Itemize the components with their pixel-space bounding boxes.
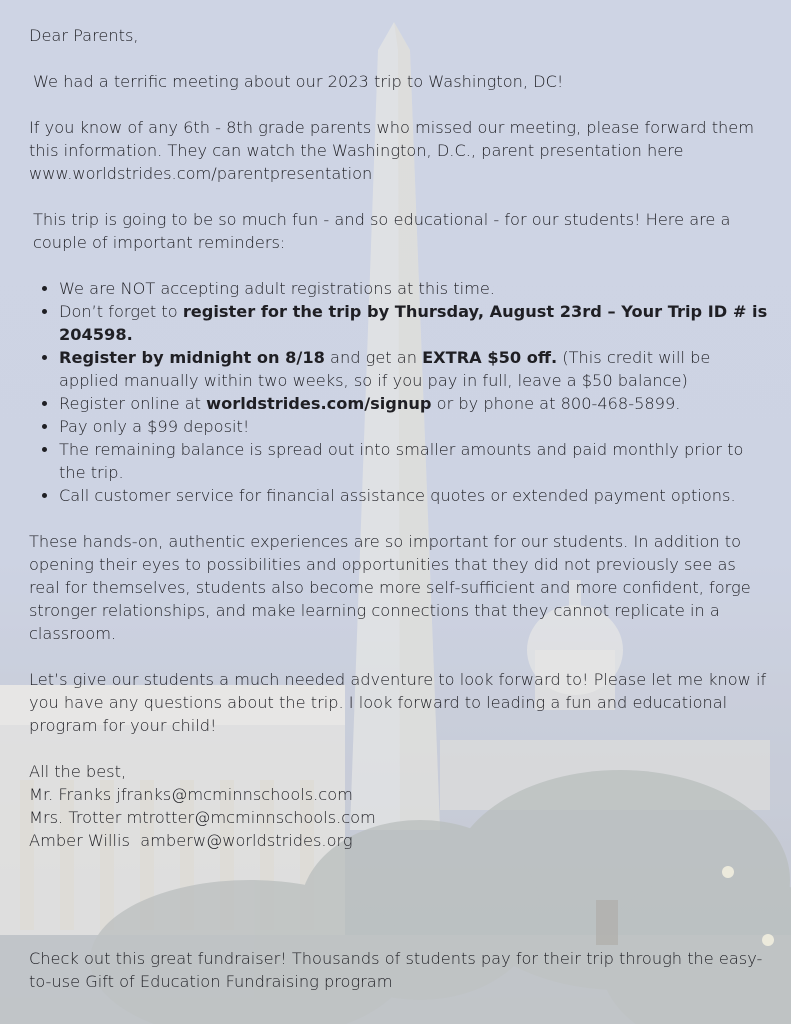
list-item	[59, 484, 769, 507]
intro-paragraph: We had a terrific meeting about our 2023 trip to Washington, DC!	[33, 72, 564, 91]
fundraiser-paragraph: Check out this great fundraiser! Thousands of students pay for their trip through the easy-to-use Gift of Education Fundraising program	[29, 949, 763, 991]
list-item	[59, 346, 769, 392]
reminder-text: or by phone at 800-468-5899.	[431, 394, 681, 413]
missed-meeting-text: If you know of any 6th - 8th grade parents who missed our meeting, please forward them this information. They can watch the Washington, D.C., parent presentation here	[29, 118, 755, 160]
reminder-text: The remaining balance is spread out into smaller amounts and paid monthly prior to the trip.	[59, 440, 744, 482]
list-item	[59, 392, 769, 415]
reminder-bold-text: register for the trip by Thursday, August 23rd – Your Trip ID # is 204598.	[59, 302, 768, 344]
signature-line: Mr. Franks jfranks@mcminnschools.com	[29, 785, 353, 804]
list-item	[59, 300, 769, 346]
missed-meeting-paragraph	[29, 116, 769, 185]
list-item	[59, 415, 769, 438]
reminder-text: We are NOT accepting adult registrations at this time.	[59, 279, 495, 298]
adventure-paragraph: Let’s give our students a much needed adventure to look forward to! Please let me know if you have any questions about the trip. I look forward to leading a fun and educational program for your child!	[29, 670, 767, 735]
signature-closing: All the best,	[29, 762, 127, 781]
reminder-text: Call customer service for financial assistance quotes or extended payment options.	[59, 486, 736, 505]
experiences-paragraph: These hands-on, authentic experiences are so important for our students. In addition to opening their eyes to possibilities and opportunities that they did not previously see as real for themselves, students also become more self-sufficient and more confident, forge stronger relationships, and make learning connections that they cannot replicate in a classroom.	[29, 532, 751, 643]
signature-line: Mrs. Trotter mtrotter@mcminnschools.com	[29, 808, 376, 827]
reminder-bold-text: Register by midnight on 8/18	[59, 348, 325, 367]
reminder-text: Pay only a $99 deposit!	[59, 417, 250, 436]
trip-intro-paragraph: This trip is going to be so much fun - and so educational - for our students! Here are a couple of important reminders:	[33, 210, 731, 252]
letter-body	[29, 24, 769, 852]
presentation-url: www.worldstrides.com/parentpresentation	[29, 164, 373, 183]
list-item	[59, 277, 769, 300]
list-item	[59, 438, 769, 484]
reminder-text: Don’t forget to	[59, 302, 183, 321]
greeting: Dear Parents,	[29, 26, 139, 45]
signup-url: worldstrides.com/signup	[206, 394, 432, 413]
reminder-text: Register online at	[59, 394, 207, 413]
reminders-list	[29, 277, 769, 507]
reminder-text: and get an	[324, 348, 423, 367]
signature-block	[29, 760, 769, 852]
signature-line: Amber Willis amberw@worldstrides.org	[29, 831, 353, 850]
reminder-text: (This credit will be applied manually within two weeks, so if you pay in full, leave a $50 balance)	[59, 348, 711, 390]
reminder-bold-text: EXTRA $50 off.	[422, 348, 558, 367]
